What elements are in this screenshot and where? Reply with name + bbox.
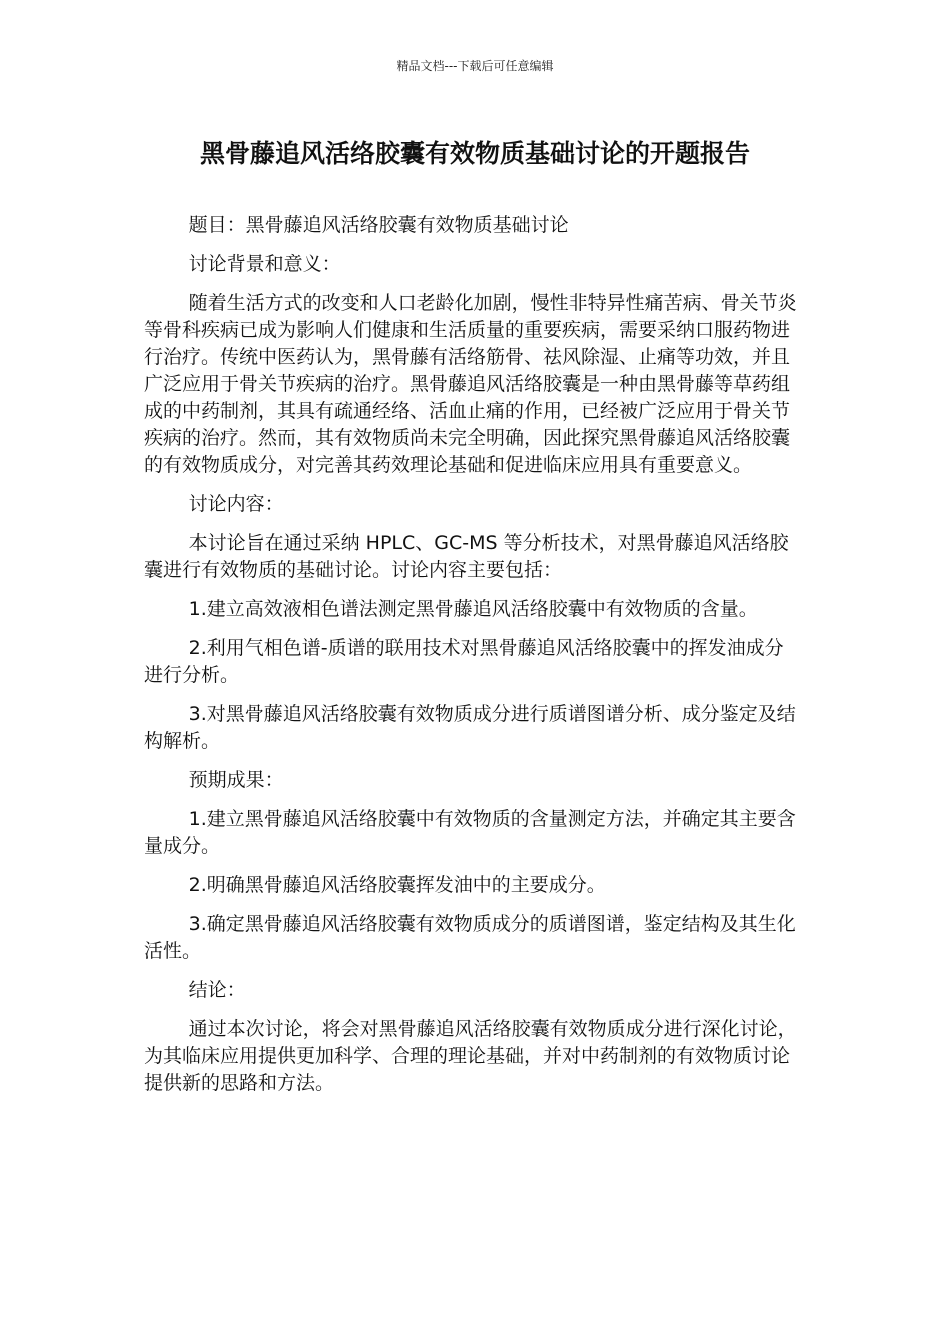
topic-line: 题目：黑骨藤追风活络胶囊有效物质基础讨论 bbox=[188, 214, 569, 236]
section-heading-background: 讨论背景和意义： bbox=[188, 253, 341, 275]
result-item-2: 2.明确黑骨藤追风活络胶囊挥发油中的主要成分。 bbox=[188, 874, 606, 896]
header-note: 精品文档---下载后可任意编辑 bbox=[396, 59, 554, 73]
result-item-3: 3.确定黑骨藤追风活络胶囊有效物质成分的质谱图谱，鉴定结构及其生化活性。 bbox=[144, 913, 796, 962]
section-heading-content: 讨论内容： bbox=[188, 493, 284, 515]
result-item-1: 1.建立黑骨藤追风活络胶囊中有效物质的含量测定方法，并确定其主要含量成分。 bbox=[144, 808, 796, 857]
content-item-1: 1.建立高效液相色谱法测定黑骨藤追风活络胶囊中有效物质的含量。 bbox=[188, 598, 758, 620]
background-paragraph: 随着生活方式的改变和人口老龄化加剧，慢性非特异性痛苦病、骨关节炎等骨科疾病已成为影响人们健康和生活质量的重要疾病，需要采纳口服药物进行治疗。传统中医药认为，黑骨藤有活络筋骨、祛风除湿、止痛等功效，并且广泛应用于骨关节疾病的治疗。黑骨藤追风活络胶囊是一种由黑骨藤等草药组成的中药制剂，其具有疏通经络、活血止痛的作用，已经被广泛应用于骨关节疾病的治疗。然而，其有效物质尚未完全明确，因此探究黑骨藤追风活络胶囊的有效物质成分，对完善其药效理论基础和促进临床应用具有重要意义。 bbox=[144, 292, 797, 476]
content-item-2: 2.利用气相色谱-质谱的联用技术对黑骨藤追风活络胶囊中的挥发油成分进行分析。 bbox=[144, 637, 784, 686]
section-heading-conclusion: 结论： bbox=[188, 979, 246, 1001]
conclusion-paragraph: 通过本次讨论，将会对黑骨藤追风活络胶囊有效物质成分进行深化讨论，为其临床应用提供更加科学、合理的理论基础，并对中药制剂的有效物质讨论提供新的思路和方法。 bbox=[144, 1018, 797, 1094]
section-heading-expected-results: 预期成果： bbox=[188, 769, 284, 791]
content-item-3: 3.对黑骨藤追风活络胶囊有效物质成分进行质谱图谱分析、成分鉴定及结构解析。 bbox=[144, 703, 796, 752]
content-intro-paragraph: 本讨论旨在通过采纳 HPLC、GC-MS 等分析技术，对黑骨藤追风活络胶囊进行有效物质的基础讨论。讨论内容主要包括： bbox=[144, 532, 789, 581]
document-body bbox=[144, 212, 800, 1109]
document-title: 黑骨藤追风活络胶囊有效物质基础讨论的开题报告 bbox=[199, 139, 750, 168]
